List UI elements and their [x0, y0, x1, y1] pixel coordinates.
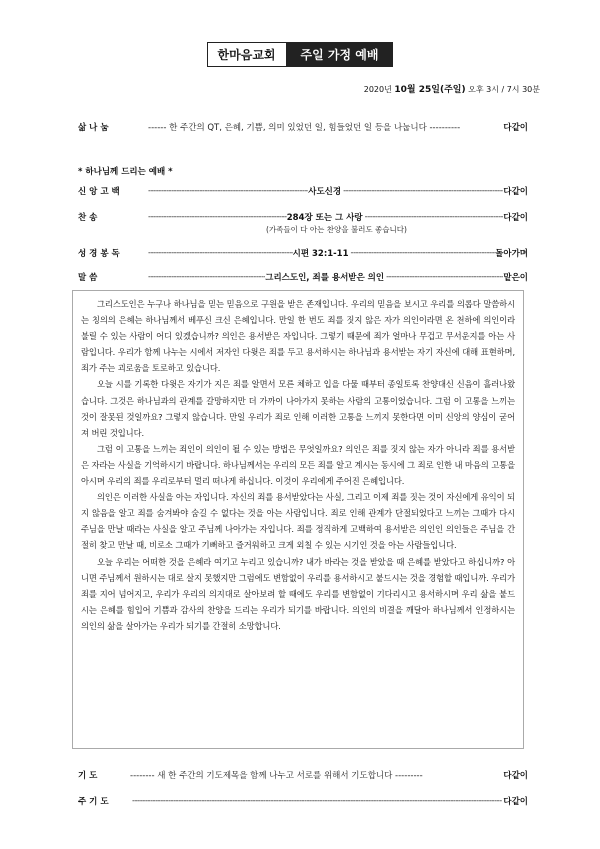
sharing-label: 삶 나 눔 [78, 123, 109, 133]
order-row-creed [78, 185, 528, 197]
dash-leader [384, 272, 503, 282]
title-box [207, 42, 394, 67]
order-label: 찬 송 [78, 213, 98, 223]
dash-leader [349, 248, 496, 258]
sermon-paragraph: 오늘 우리는 어떠한 것을 은혜라 여기고 누리고 있습니까? 내가 바라는 것을 받았을 때 은혜를 받았다고 하십니까? 아니면 주님께서 원하시는 대로 살지 못했지만 그럼에도 변함없이 우리를 용서하시고 붙드시는 것을 경험할 때입니까. 우리가 죄를 지어 넘어지고, 우리가 우리의 의지대로 살아보려 할 때에도 우리를 변함없이 기다리시고 용서하시며 우리 삶을 붙드시는 은혜를 힘입어 기쁨과 감사의 찬양을 드리는 우리가 되기를 바랍니다. 의인의 비결을 깨달아 하나님께서 인정하시는 의인의 삶을 살아가는 우리가 되기를 간절히 소망합니다. [81, 556, 515, 631]
order-leader: 돌아가며 [495, 249, 528, 259]
date-main: 10월 25일(주일) [394, 85, 466, 95]
sermon-paragraph: 의인은 이러한 사실을 아는 자입니다. 자신의 죄를 용서받았다는 사실, 그리고 이제 죄를 짓는 것이 자신에게 유익이 되지 않음을 알고 죄를 숨겨봐야 숨길 수 없다는 것을 아는 사람입니다. 죄로 인해 관계가 단절되었다고 느끼는 그때가 다시 주님을 만날 때라는 사실을 알고 주님께 나아가는 자입니다. 죄를 정직하게 고백하여 용서받은 의인인 의인들은 주님을 간절히 찾고 만날 때, 비로소 그때가 기뻐하고 즐거워하고 크게 외칠 수 있는 시기인 것을 아는 사람들입니다. [81, 492, 515, 551]
lords-prayer-label: 주 기 도 [78, 797, 109, 807]
order-label: 말 씀 [78, 273, 98, 283]
order-row-reading [78, 247, 528, 259]
order-row-hymn [78, 211, 528, 223]
dash-leader [130, 796, 503, 806]
section-title: * 하나님께 드리는 예배 * [78, 167, 173, 177]
sermon-paragraph: 오늘 시를 기록한 다윗은 자기가 지은 죄를 알면서 모른 체하고 입을 다물 때부터 종일토록 찬양대신 신음이 흘러나왔습니다. 그것은 하나님과의 관계를 갈망하지만 더 가까이 나아가지 못하는 사람의 고통이었습니다. 그럼 이 고통을 느끼는 것이 잘못된 것일까요? 그렇지 않습니다. 만일 우리가 죄로 인해 이러한 고통을 느끼지 못한다면 이미 신앙의 양심이 굳어져 버린 것입니다. [81, 379, 515, 438]
sharing-leader: 다같이 [503, 123, 528, 133]
date-time: 오후 3시 / 7시 30분 [465, 85, 540, 94]
order-content: 사도신경 [308, 187, 342, 197]
church-name: 한마음교회 [208, 43, 287, 66]
order-leader: 맡은이 [503, 273, 528, 283]
dash-leader [363, 212, 504, 222]
dash-leader [146, 212, 287, 222]
sharing-row [78, 121, 528, 133]
order-leader: 다같이 [503, 187, 528, 197]
order-label: 신 앙 고 백 [78, 187, 120, 197]
sermon-text-box [72, 290, 524, 749]
prayer-description: -------- 새 한 주간의 기도제목을 함께 나누고 서로를 위해서 기도합니다 --------- [130, 771, 423, 781]
order-label: 성 경 봉 독 [78, 249, 120, 259]
title-area [0, 42, 600, 67]
dash-leader [146, 248, 293, 258]
order-leader: 다같이 [503, 213, 528, 223]
dash-leader [341, 186, 503, 196]
order-content: 그리스도인, 죄를 용서받은 의인 [265, 273, 385, 283]
dash-leader [146, 272, 265, 282]
dash-leader [146, 186, 308, 196]
date-year: 2020년 [363, 85, 395, 94]
prayer-row [78, 769, 528, 781]
order-row-sermon [78, 271, 528, 283]
sermon-paragraph: 그럼 이 고통을 느끼는 죄인이 의인이 될 수 있는 방법은 무엇일까요? 의인은 죄를 짓지 않는 자가 아니라 죄를 용서받은 자라는 사실을 기억하시기 바랍니다. 하나님께서는 우리의 모든 죄를 알고 계시는 동시에 그 죄로 인한 내 마음의 고통을 아시며 우리의 죄를 우리로부터 멀리 떠나게 하십니다. 이것이 우리에게 주어진 은혜입니다. [81, 443, 515, 487]
service-date [364, 82, 540, 95]
sermon-paragraph: 그리스도인은 누구나 하나님을 믿는 믿음으로 구원을 받은 존재입니다. 우리의 믿음을 보시고 우리를 의롭다 말씀하시는 칭의의 은혜는 하나님께서 베푸신 크신 은혜입니다. 만일 한 번도 죄를 짓지 않은 자가 의인이라면 온 천하에 의인이라 불릴 수 있는 사람이 어디 있겠습니까? 의인은 용서받은 자입니다. 그렇기 때문에 죄가 얼마나 무겁고 무서운지를 아는 사람입니다. 우리가 함께 나누는 시에서 저자인 다윗은 죄를 두고 용서하시는 하나님과 용서받는 자기 자신에 대해 표현하며, 죄가 주는 괴로움을 토로하고 있습니다. [81, 299, 515, 374]
order-content: 시편 32:1-11 [292, 249, 349, 259]
lords-prayer-row [78, 795, 528, 807]
order-content: 284장 또는 그 사랑 [286, 213, 363, 223]
service-title: 주일 가정 예배 [287, 43, 393, 66]
sharing-description: ------ 한 주간의 QT, 은혜, 기쁨, 의미 있었던 일, 힘들었던 일 등을 나눕니다 ---------- [148, 123, 461, 133]
prayer-label: 기 도 [78, 771, 98, 781]
prayer-leader: 다같이 [503, 771, 528, 781]
lords-prayer-leader: 다같이 [503, 797, 528, 807]
hymn-note: (가족들이 다 아는 찬양을 불러도 좋습니다) [266, 225, 407, 234]
